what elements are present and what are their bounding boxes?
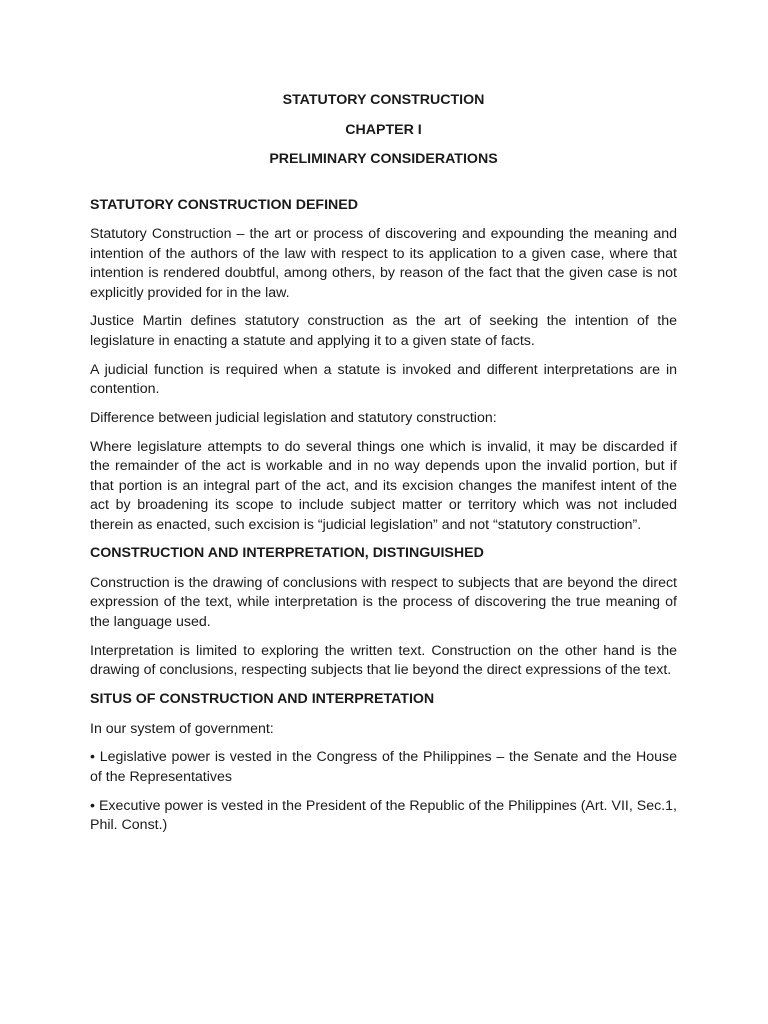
bullet-text: Executive power is vested in the President of the Republic of the Philippines (Art. VII, Sec.1, Phil. Const.) (90, 797, 677, 834)
paragraph: A judicial function is required when a statute is invoked and different interpretations are in contention. (90, 361, 677, 398)
paragraph: Justice Martin defines statutory construction as the art of seeking the intention of the legislature in enacting a statute and applying it to a given state of facts. (90, 313, 677, 349)
section-heading: STATUTORY CONSTRUCTION DEFINED (90, 196, 358, 213)
section-construction-interpretation-distinguished (90, 544, 677, 680)
section-situs-of-construction (90, 690, 677, 836)
paragraph: In our system of government: (90, 720, 274, 737)
section-statutory-construction-defined (90, 196, 677, 536)
section-heading: SITUS OF CONSTRUCTION AND INTERPRETATION (90, 691, 435, 708)
document-title-block (90, 91, 677, 170)
section-heading: CONSTRUCTION AND INTERPRETATION, DISTINGUISHED (90, 545, 484, 562)
bullet-text: Legislative power is vested in the Congress of the Philippines – the Senate and the House of the Representatives (90, 749, 677, 785)
paragraph: Where legislature attempts to do several things one which is invalid, it may be discarded if the remainder of the act is workable and in no way depends upon the invalid portion, but if that portion is an integral part of the act, and its excision changes the manifest intent of the act by broadening its scope to include subject matter or territory which was not included therein as enacted, such excision is “judicial legislation” and not “statutory construction”. (90, 438, 677, 533)
bullet-mark: • (90, 797, 99, 814)
bullet-mark: • (90, 749, 100, 766)
bullet-item (90, 748, 677, 787)
paragraph: Construction is the drawing of conclusions with respect to subjects that are beyond the direct expression of the text, while interpretation is the process of discovering the true meaning of the language used. (90, 574, 677, 630)
paragraph: Interpretation is limited to exploring the written text. Construction on the other hand is the drawing of conclusions, respecting subjects that lie beyond the direct expressions of the text. (90, 642, 677, 679)
bullet-item (90, 797, 677, 836)
document-page (90, 91, 677, 845)
chapter-title: PRELIMINARY CONSIDERATIONS (269, 151, 498, 167)
paragraph: Difference between judicial legislation and statutory construction: (90, 409, 497, 426)
document-title: STATUTORY CONSTRUCTION (282, 92, 485, 108)
paragraph: Statutory Construction – the art or process of discovering and expounding the meaning and intention of the authors of the law with respect to its application to a given case, where that intention is rendered doubtful, among others, by reason of the fact that the given case is not explicitly provided for in the law. (90, 226, 677, 301)
chapter-label: CHAPTER I (345, 121, 422, 138)
